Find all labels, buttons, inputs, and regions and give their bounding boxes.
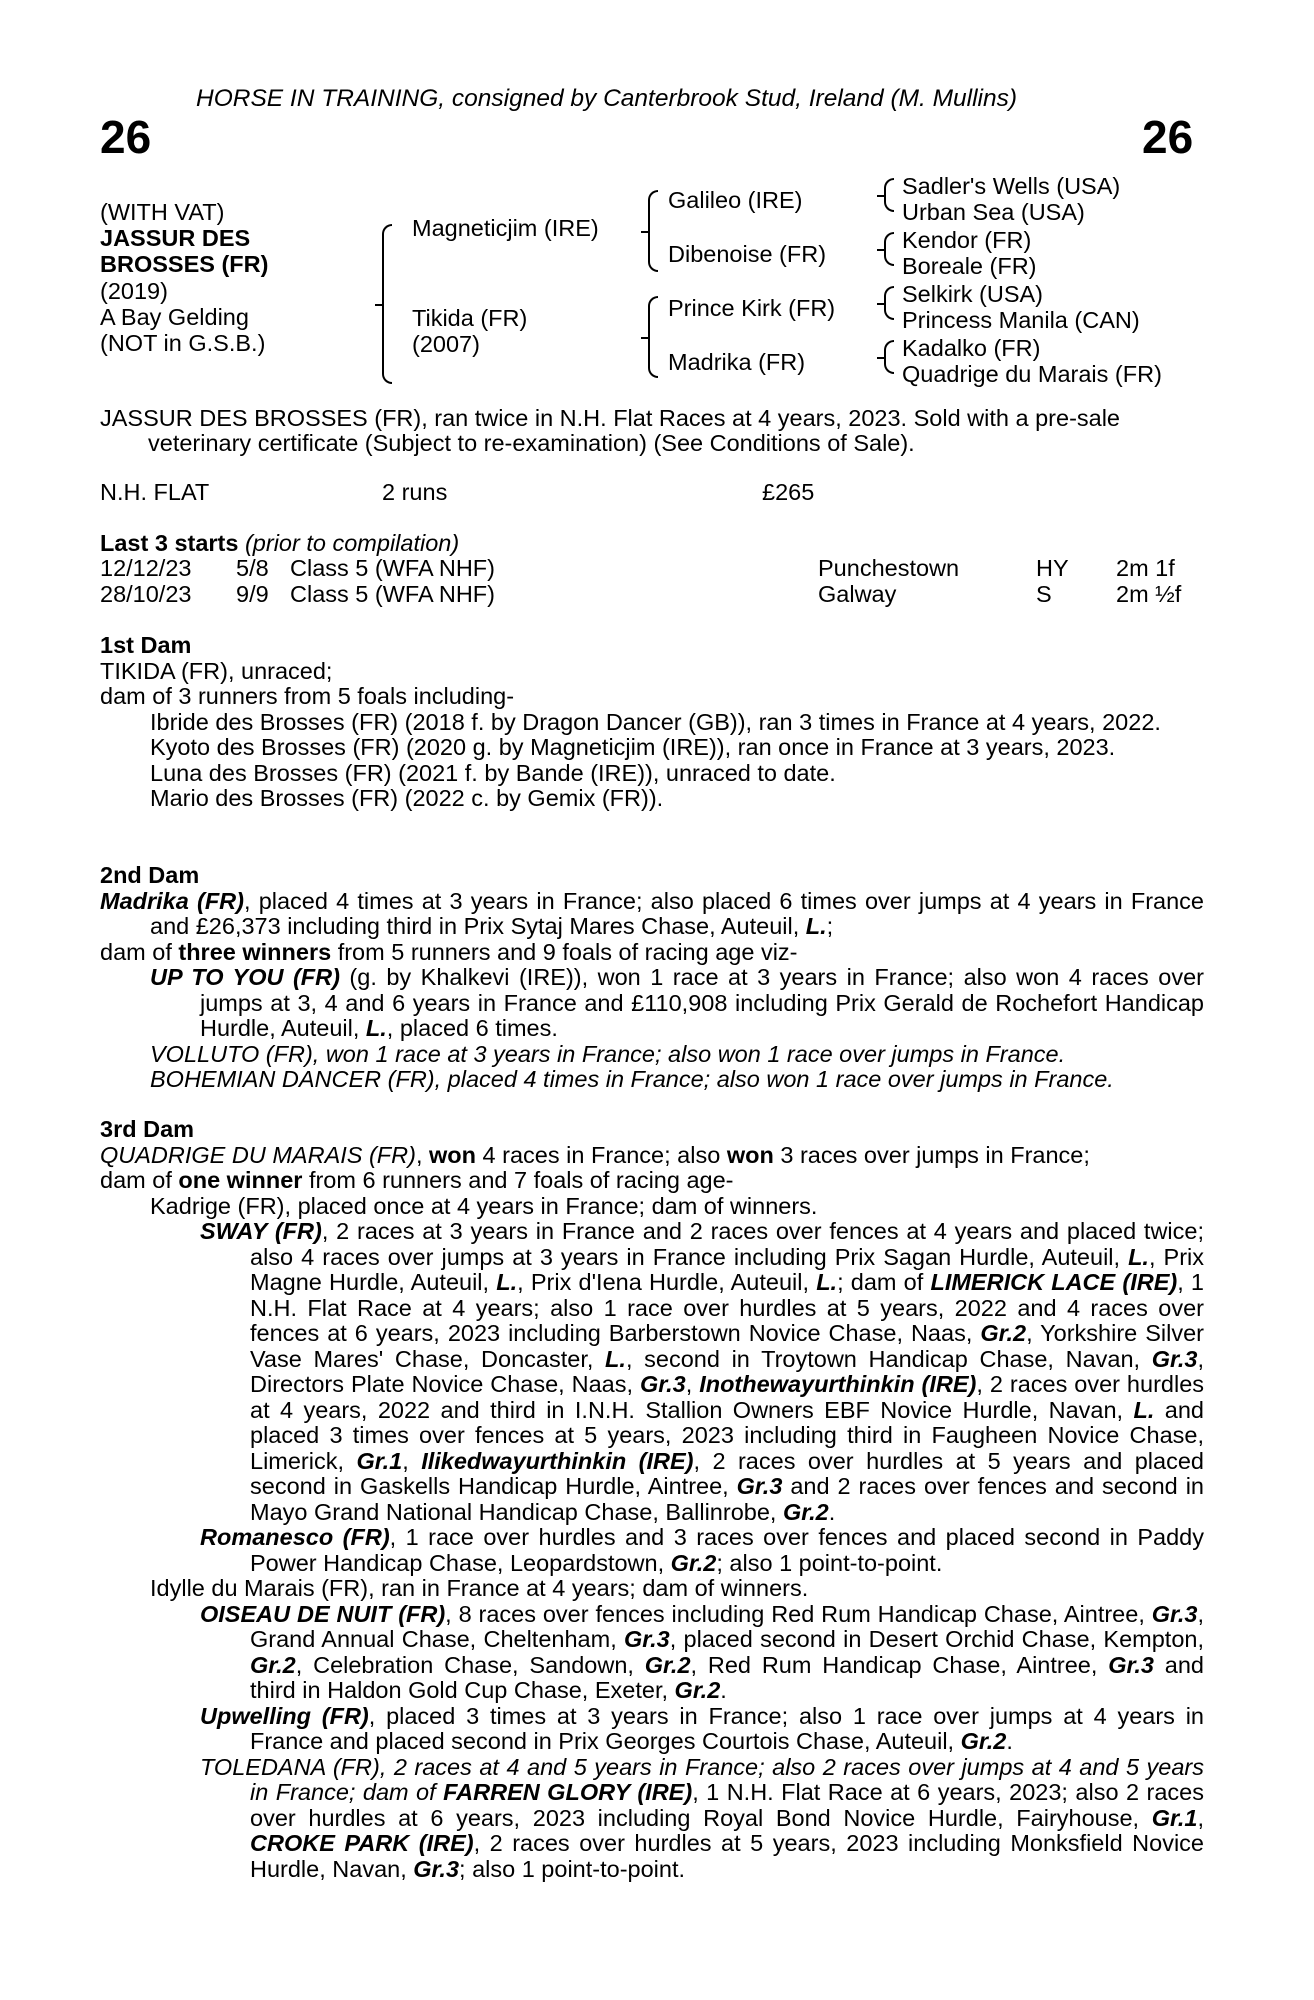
third-dam-entry	[100, 1143, 1204, 1169]
text: , placed 4 times at 3 years in France; also placed 6 times over jumps at 4 years in France and £26,373 including third in Prix Sytaj Mares Chase, Auteuil,	[150, 887, 1204, 939]
text: , second in Troytown Handicap Chase, Navan,	[625, 1345, 1152, 1372]
group-tag: Gr.3	[736, 1473, 783, 1499]
starts-heading-label: Last 3 starts	[100, 530, 239, 556]
summary-line2: veterinary certificate (Subject to re-examination) (See Conditions of Sale).	[148, 430, 915, 456]
summary-line1: JASSUR DES BROSSES (FR), ran twice in N.H. Flat Races at 4 years, 2023. Sold with a pre-sale	[100, 405, 1121, 431]
text: 4 races in France; also	[476, 1141, 727, 1168]
start-course: Galway	[818, 581, 897, 607]
pedigree-brace-dam	[648, 296, 658, 378]
second-dam-name: Madrika (FR)	[100, 887, 244, 914]
upwelling-entry	[100, 1704, 1204, 1755]
text: , placed second in Desert Orchid Chase, Kempton,	[669, 1626, 1204, 1652]
group-tag: Gr.2	[980, 1320, 1027, 1346]
text: TOLEDANA (FR), 2 races at 4 and 5 years in France; also 2 races over jumps at 4 and 5 years in France; dam of	[200, 1753, 1204, 1805]
second-dam-heading: 2nd Dam	[100, 862, 200, 888]
sire-dam: Dibenoise (FR)	[668, 241, 827, 267]
text: , 1 race over hurdles and 3 races over fences and placed second in Paddy Power Handicap Chase, Leopardstown,	[250, 1524, 1205, 1576]
kadrige-entry: Kadrige (FR), placed once at 4 years in France; dam of winners.	[150, 1192, 818, 1219]
second-dam-offspring-2: VOLLUTO (FR), won 1 race at 3 years in France; also won 1 race over jumps in France.	[150, 1040, 1066, 1067]
start-going: HY	[1036, 555, 1069, 581]
dam-dam: Madrika (FR)	[668, 349, 806, 375]
text: ; also 1 point-to-point.	[459, 1855, 686, 1882]
text: , placed 6 times.	[386, 1015, 558, 1041]
start-dist: 2m 1f	[1116, 555, 1175, 581]
group-tag: Gr.3	[1151, 1345, 1198, 1372]
second-dam-entry	[100, 889, 1204, 940]
pedigree-brace-sire	[648, 190, 658, 272]
pedigree-brace-ds	[884, 286, 894, 320]
text: , Prix d'Iena Hurdle, Auteuil,	[517, 1269, 817, 1295]
text: , 8 races over fences including Red Rum Handicap Chase, Aintree,	[445, 1600, 1152, 1627]
offspring-name: Upwelling (FR)	[200, 1702, 369, 1729]
catalogue-header: HORSE IN TRAINING, consigned by Canterbrook Stud, Ireland (M. Mullins)	[196, 85, 1018, 112]
text: , 1 N.H. Flat Race at 6 years, 2023; also 2 races over hurdles at 6 years, 2023 including Royal Bond Novice Hurdle, Fairyhouse,	[250, 1779, 1204, 1831]
record-type: N.H. FLAT	[100, 479, 210, 505]
text: , Red Rum Handicap Chase, Aintree,	[690, 1651, 1109, 1678]
group-tag: Gr.3	[624, 1626, 670, 1652]
offspring-name: UP TO YOU (FR)	[150, 964, 340, 990]
text: .	[828, 1498, 836, 1525]
start-pos: 9/9	[236, 581, 269, 607]
second-dam-section	[100, 863, 1204, 1093]
text: dam of	[100, 1167, 179, 1193]
starts-heading	[100, 531, 459, 557]
start-going: S	[1036, 581, 1052, 607]
text: ;	[826, 913, 834, 939]
group-tag: Gr.2	[674, 1677, 721, 1703]
text: ; also 1 point-to-point.	[716, 1549, 943, 1576]
record-runs: 2 runs	[382, 479, 448, 505]
offspring-name: SWAY (FR)	[200, 1218, 322, 1244]
won-word: won	[429, 1141, 477, 1168]
start-class: Class 5 (WFA NHF)	[290, 581, 495, 607]
third-dam-heading: 3rd Dam	[100, 1116, 195, 1142]
ddd: Quadrige du Marais (FR)	[902, 361, 1162, 387]
sss: Sadler's Wells (USA)	[902, 173, 1121, 199]
first-dam-produce-2: Kyoto des Brosses (FR) (2020 g. by Magneticjim (IRE)), ran once in France at 3 years, 2023.	[150, 734, 1116, 760]
horse-description: A Bay Gelding	[100, 304, 249, 330]
dds: Kadalko (FR)	[902, 335, 1041, 361]
start-class: Class 5 (WFA NHF)	[290, 555, 495, 581]
group-tag: Gr.2	[250, 1651, 296, 1678]
listed-tag: L.	[1133, 1396, 1155, 1423]
third-dam-section	[100, 1117, 1204, 1882]
group-tag: Gr.2	[644, 1651, 691, 1678]
offspring-name: OISEAU DE NUIT (FR)	[200, 1600, 446, 1627]
text: 3 races over jumps in France;	[773, 1141, 1090, 1168]
dam-sire: Prince Kirk (FR)	[668, 295, 836, 321]
third-dam-name: QUADRIGE DU MARAIS (FR)	[100, 1141, 416, 1168]
text: , placed 3 times at 3 years in France; also 1 race over jumps at 4 years in France and placed second in Prix Georges Courtois Chase, Auteuil,	[250, 1702, 1204, 1754]
text: ; dam of	[837, 1269, 931, 1295]
second-dam-offspring-3: BOHEMIAN DANCER (FR), placed 4 times in France; also won 1 race over jumps in France.	[150, 1066, 1114, 1092]
second-dam-offspring-1	[100, 965, 1204, 1042]
winners-count: three winners	[178, 938, 332, 965]
won-word: won	[726, 1141, 774, 1168]
dss: Selkirk (USA)	[902, 281, 1044, 307]
first-dam-heading: 1st Dam	[100, 632, 192, 658]
text: , 2 races over hurdles at 5 years, 2023 including Monksfield Novice Hurdle, Navan,	[250, 1830, 1205, 1882]
text: , Directors Plate Novice Chase, Naas,	[250, 1345, 1204, 1397]
text: , 2 races over hurdles at 4 years, 2022 and third in I.N.H. Stallion Owners EBF Novice Hurdle, Navan,	[250, 1371, 1205, 1423]
pedigree-brace-ss	[884, 178, 894, 212]
first-dam-produce-3: Luna des Brosses (FR) (2021 f. by Bande (IRE)), unraced to date.	[150, 759, 836, 786]
group-tag: Gr.3	[413, 1855, 460, 1882]
listed-tag: L.	[816, 1269, 838, 1295]
offspring-name: Inothewayurthinkin (IRE)	[699, 1371, 977, 1397]
offspring-name: FARREN GLORY (IRE)	[443, 1779, 693, 1805]
text: and third in Haldon Gold Cup Chase, Exeter,	[250, 1651, 1204, 1703]
text: and placed 3 times over fences at 5 years, 2023 including third in Faugheen Novice Chase, Limerick,	[250, 1396, 1204, 1474]
record-earnings: £265	[762, 479, 815, 505]
text: from 5 runners and 9 foals of racing age viz-	[331, 938, 798, 965]
lot-number-left: 26	[100, 111, 152, 163]
start-course: Punchestown	[818, 555, 960, 581]
dam-year: (2007)	[412, 331, 480, 357]
text: .	[720, 1677, 727, 1703]
text: , Yorkshire Silver Vase Mares' Chase, Doncaster,	[250, 1320, 1204, 1372]
text: .	[1006, 1728, 1013, 1754]
gsb-note: (NOT in G.S.B.)	[100, 330, 266, 356]
listed-tag: L.	[805, 913, 827, 939]
first-dam-section	[100, 633, 1204, 812]
pedigree-brace-dd	[884, 340, 894, 374]
text: , Prix Magne Hurdle, Auteuil,	[250, 1243, 1204, 1295]
sire: Magneticjim (IRE)	[412, 215, 599, 241]
group-tag: Gr.3	[639, 1371, 686, 1397]
group-tag: Gr.2	[670, 1549, 717, 1576]
group-tag: Gr.1	[1151, 1804, 1198, 1831]
group-tag: Gr.3	[1151, 1600, 1198, 1627]
toledana-entry: TOLEDANA (FR), 2 races at 4 and 5 years in France; also 2 races over jumps at 4 and 5 years in France; dam of FARREN GLORY (IRE), 1 N.H. Flat Race at 6 years, 2023; also 2 races over hurdles at 6 years, 2023 including Royal Bond Novice Hurdle, Fairyhouse, Gr.1, CROKE PARK (IRE), 2 races over hurdles at 5 years, 2023 including Monksfield Novice Hurdle, Navan, Gr.3; also 1 point-to-point.	[200, 1753, 1205, 1882]
text: from 6 runners and 7 foals of racing age-	[302, 1167, 734, 1193]
lot-number-right: 26	[1142, 111, 1194, 163]
text: , 2 races at 3 years in France and 2 races over fences at 4 years and placed twice; also 4 races over jumps at 3 years in France including Prix Sagan Hurdle, Auteuil,	[250, 1218, 1204, 1270]
third-dam-produce-summary	[100, 1168, 1204, 1194]
starts-row-2	[100, 582, 1214, 608]
first-dam-line1: TIKIDA (FR), unraced;	[100, 657, 333, 684]
sds: Kendor (FR)	[902, 227, 1032, 253]
text: , 1 N.H. Flat Race at 4 years; also 1 race over hurdles at 5 years, 2022 and 4 races over fences at 6 years, 2023 including Barberstown Novice Chase, Naas,	[250, 1269, 1204, 1346]
offspring-name: Romanesco (FR)	[200, 1524, 390, 1550]
dsd: Princess Manila (CAN)	[902, 307, 1140, 333]
listed-tag: L.	[496, 1269, 518, 1295]
first-dam-produce-4: Mario des Brosses (FR) (2022 c. by Gemix (FR)).	[150, 785, 664, 811]
group-tag: Gr.2	[960, 1728, 1007, 1754]
winners-count: one winner	[178, 1167, 303, 1193]
text: (g. by Khalkevi (IRE)), won 1 race at 3 years in France; also won 4 races over jumps at 3, 4 and 6 years in France and £110,908 including Prix Gerald de Rochefort Handicap Hurdle, Auteuil,	[200, 964, 1204, 1041]
offspring-name: Ilikedwayurthinkin (IRE)	[421, 1447, 694, 1474]
sdd: Boreale (FR)	[902, 253, 1037, 279]
start-pos: 5/8	[236, 555, 269, 581]
start-dist: 2m ½f	[1116, 581, 1182, 607]
sway-entry: SWAY (FR), 2 races at 3 years in France and 2 races over fences at 4 years and placed twice; also 4 races over jumps at 3 years in France including Prix Sagan Hurdle, Auteuil, L., Prix Magne Hurdle, Auteuil, L., Prix d'Iena Hurdle, Auteuil, L.; dam of LIMERICK LACE (IRE), 1 N.H. Flat Race at 4 years; also 1 race over hurdles at 5 years, 2022 and 4 races over fences at 6 years, 2023 including Barberstown Novice Chase, Naas, Gr.2, Yorkshire Silver Vase Mares' Chase, Doncaster, L., second in Troytown Handicap Chase, Navan, Gr.3, Directors Plate Novice Chase, Naas, Gr.3, Inothewayurthinkin (IRE), 2 races over hurdles at 4 years, 2022 and third in I.N.H. Stallion Owners EBF Novice Hurdle, Navan, L. and placed 3 times over fences at 5 years, 2023 including third in Faugheen Novice Chase, Limerick, Gr.1, Ilikedwayurthinkin (IRE), 2 races over hurdles at 5 years and placed second in Gaskells Handicap Hurdle, Aintree, Gr.3 and 2 races over fences and second in Mayo Grand National Handicap Chase, Ballinrobe, Gr.2.	[200, 1218, 1205, 1525]
text: , 2 races over hurdles at 5 years and placed second in Gaskells Handicap Hurdle, Aintree,	[250, 1447, 1204, 1499]
idylle-entry: Idylle du Marais (FR), ran in France at 4 years; dam of winners.	[150, 1575, 809, 1601]
pedigree-brace-main	[382, 224, 392, 384]
group-tag: Gr.3	[1108, 1651, 1154, 1678]
first-dam-produce-1: Ibride des Brosses (FR) (2018 f. by Dragon Dancer (GB)), ran 3 times in France at 4 years, 2022.	[150, 708, 1161, 735]
ssd: Urban Sea (USA)	[902, 199, 1085, 225]
starts-note: (prior to compilation)	[244, 530, 460, 556]
group-tag: Gr.1	[356, 1447, 403, 1474]
dam: Tikida (FR)	[412, 305, 528, 331]
start-date: 28/10/23	[100, 581, 192, 607]
horse-name-line2: BROSSES (FR)	[100, 251, 269, 277]
second-dam-produce-summary	[100, 940, 1204, 966]
group-tag: Gr.2	[782, 1498, 829, 1525]
sire-sire: Galileo (IRE)	[668, 187, 803, 213]
text: and 2 races over fences and second in Mayo Grand National Handicap Chase, Ballinrobe,	[250, 1473, 1204, 1525]
foaling-year: (2019)	[100, 278, 168, 304]
listed-tag: L.	[605, 1345, 626, 1372]
vat-note: (WITH VAT)	[100, 199, 225, 225]
start-date: 12/12/23	[100, 555, 192, 581]
pedigree-brace-sd	[884, 232, 894, 266]
horse-name-line1: JASSUR DES	[100, 225, 251, 251]
offspring-name: LIMERICK LACE (IRE)	[930, 1269, 1178, 1295]
oiseau-entry	[100, 1602, 1204, 1704]
romanesco-entry	[100, 1525, 1204, 1576]
listed-tag: L.	[365, 1015, 387, 1041]
text: , Celebration Chase, Sandown,	[295, 1651, 645, 1678]
text: ,	[415, 1141, 430, 1168]
listed-tag: L.	[1128, 1243, 1149, 1270]
text: dam of	[100, 938, 179, 965]
first-dam-line2: dam of 3 runners from 5 foals including-	[100, 683, 515, 709]
offspring-name: CROKE PARK (IRE)	[250, 1830, 474, 1856]
text: , Grand Annual Chase, Cheltenham,	[250, 1600, 1204, 1652]
starts-row-1	[100, 556, 1214, 582]
